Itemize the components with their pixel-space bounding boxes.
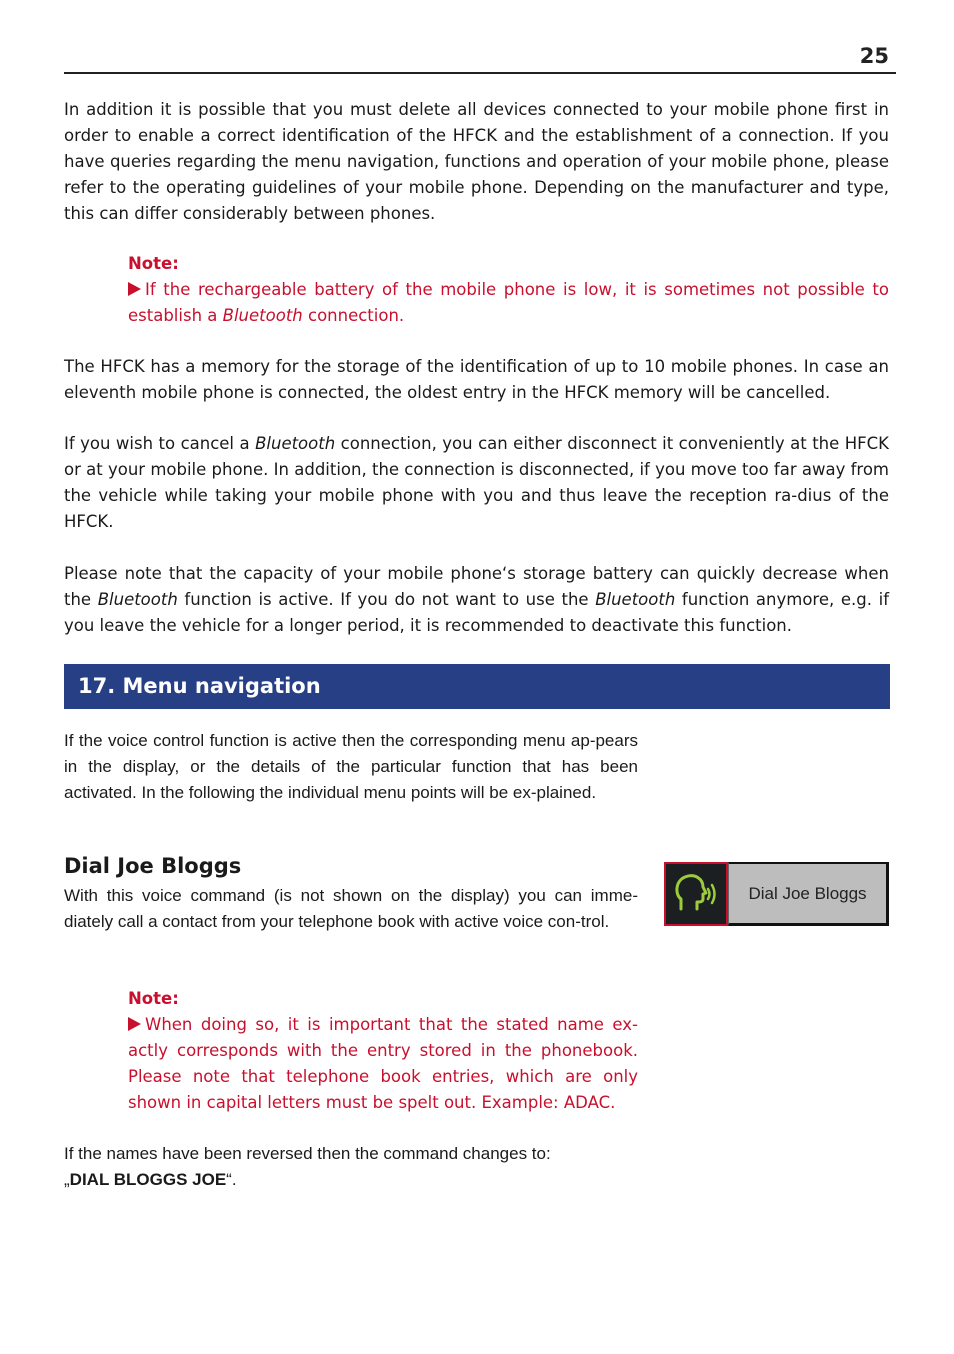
battery-note xyxy=(128,251,889,329)
dial-paragraph: With this voice command (is not shown on the display) you can imme-diately call a contact from your telephone book with active voice con-trol. xyxy=(64,886,638,931)
note-text: If the rechargeable battery of the mobile phone is low, it is sometimes not possible to establish a xyxy=(128,280,889,325)
reverse-command: DIAL BLOGGS JOE xyxy=(69,1170,227,1189)
note-title: Note: xyxy=(128,254,179,273)
note-text-bluetooth: Bluetooth xyxy=(222,306,303,325)
display-label: Dial Joe Bloggs xyxy=(728,862,889,926)
open-quote: „ xyxy=(64,1170,70,1189)
display-dial-joe-bloggs xyxy=(664,862,889,926)
arrow-right-icon xyxy=(128,1017,141,1031)
dial-note-text: When doing so, it is important that the stated name ex-actly corresponds with the entry stored in the phonebook. Please note that telephone book entries, which are only shown in capital letters must be spelt out. Example: ADAC. xyxy=(128,1015,638,1112)
reverse-paragraph xyxy=(64,1141,638,1193)
page-number: 25 xyxy=(859,44,889,68)
intro-paragraph: In addition it is possible that you must delete all devices connected to your mobile phone first in order to enable a correct identification of the HFCK and the establishment of a connection. If you have queries regarding the menu navigation, functions and operation of your mobile phone, please refer to the operating guidelines of your mobile phone. Depending on the manufacturer and type, this can differ considerably between phones. xyxy=(64,100,889,223)
dial-heading: Dial Joe Bloggs xyxy=(64,854,242,878)
voice-control-icon-box xyxy=(664,862,728,926)
battery-text-bluetooth-1: Bluetooth xyxy=(97,590,178,609)
cancel-text-a: If you wish to cancel a xyxy=(64,434,256,453)
note-title: Note: xyxy=(128,989,179,1008)
voice-control-head-icon xyxy=(671,869,721,919)
section-title: 17. Menu navigation xyxy=(78,674,321,698)
cancel-text-b: connection, you can either disconnect it conveniently at the HFCK or at your mobile phone. In addition, the connection is disconnected, if you move too far away from the vehicle while taking your mobile phone with you and thus leave the reception ra-dius of the HFCK. xyxy=(64,434,889,531)
battery-text-bluetooth-2: Bluetooth xyxy=(595,590,676,609)
dial-note xyxy=(128,986,638,1116)
battery-text-a: Please note that the capacity of your mobile phone‘s storage battery can quickly decrease when the xyxy=(64,564,889,609)
cancel-text-bluetooth: Bluetooth xyxy=(255,434,336,453)
menu-paragraph: If the voice control function is active then the corresponding menu ap-pears in the display, or the details of the particular function that has been activated. In the following the individual menu points will be ex-plained. xyxy=(64,731,638,802)
note-text-end: connection. xyxy=(302,306,405,325)
reverse-text: If the names have been reversed then the command changes to: xyxy=(64,1144,551,1163)
battery-text-b: function is active. If you do not want to use the xyxy=(177,590,596,609)
cancel-paragraph xyxy=(64,431,889,535)
header-rule xyxy=(64,72,896,74)
memory-paragraph: The HFCK has a memory for the storage of the identification of up to 10 mobile phones. In case an eleventh mobile phone is connected, the oldest entry in the HFCK memory will be cancelled. xyxy=(64,357,889,402)
battery-text-c: function anymore, e.g. if you leave the vehicle for a longer period, it is recommended to deactivate this function. xyxy=(64,590,889,635)
arrow-right-icon xyxy=(128,282,141,296)
battery-paragraph xyxy=(64,561,889,639)
close-quote: “. xyxy=(226,1170,237,1189)
section-header-bar xyxy=(64,664,890,709)
